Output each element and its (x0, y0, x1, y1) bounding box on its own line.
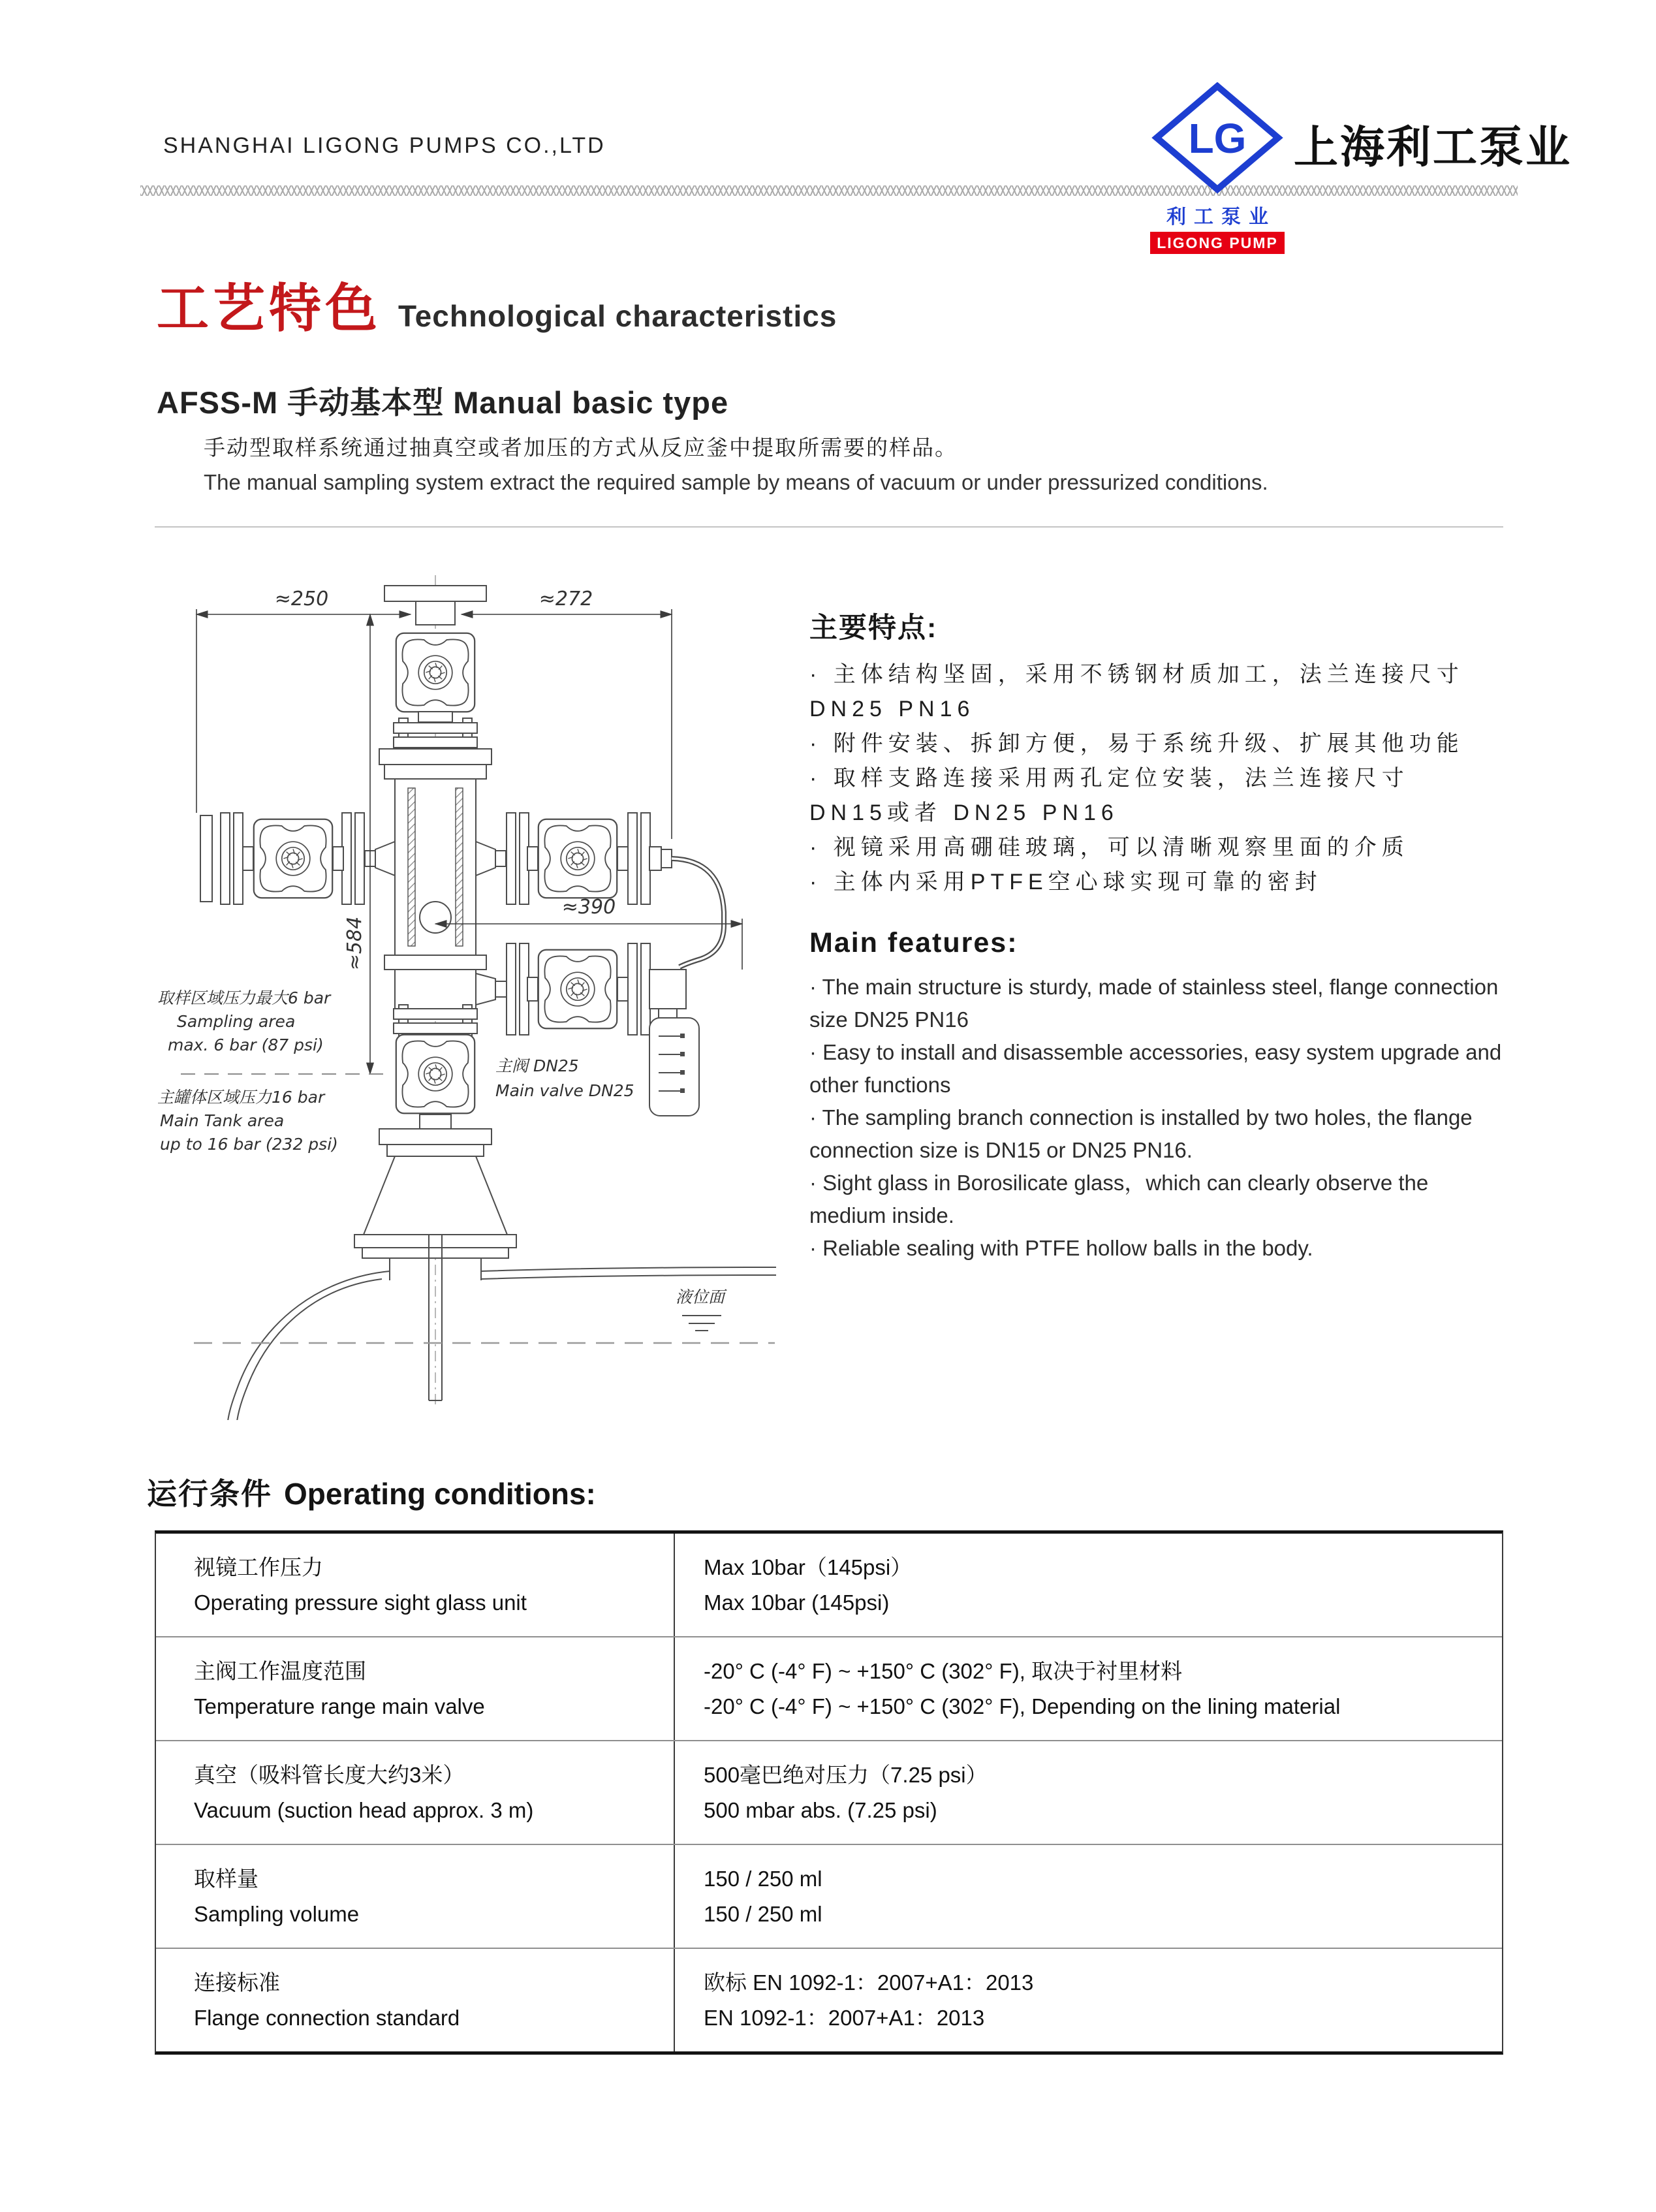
logo-monogram: LG (1188, 115, 1247, 162)
operating-heading-en: Operating conditions: (284, 1477, 596, 1511)
sample-bottle (649, 1009, 699, 1116)
value-cell (674, 1845, 1502, 1948)
horizontal-rule (155, 526, 1503, 528)
tank-area-cn: 主罐体区域压力16 bar (157, 1088, 325, 1107)
value-cell (674, 1741, 1502, 1844)
section-title-en: Technological characteristics (398, 299, 837, 333)
feature-item-en: · Easy to install and disassemble accessories, easy system upgrade and other functions (809, 1040, 1502, 1097)
model-description-cn: 手动型取样系统通过抽真空或者加压的方式从反应釜中提取所需要的样品。 (204, 435, 958, 460)
company-name: SHANGHAI LIGONG PUMPS CO.,LTD (163, 133, 606, 158)
sampling-area-en2: max. 6 bar (87 psi) (168, 1035, 324, 1054)
features-heading-cn: 主要特点: (809, 612, 938, 644)
value-cn: 欧标 EN 1092-1：2007+A1：2013 (704, 1970, 1034, 1995)
sampling-area-en1: Sampling area (177, 1012, 296, 1031)
right-branch-valve (476, 813, 672, 904)
value-en: 500 mbar abs. (7.25 psi) (704, 1797, 937, 1822)
value-cell (674, 1949, 1502, 2051)
param-cell (156, 1534, 674, 1636)
value-en: -20° C (-4° F) ~ +150° C (302° F), Depending on the lining material (704, 1694, 1341, 1718)
param-cell (156, 1637, 674, 1740)
left-branch-valve (200, 813, 395, 904)
dim-272-label: ≈272 (539, 588, 593, 610)
tank-area-en2: up to 16 bar (232 psi) (160, 1135, 338, 1154)
value-cell (674, 1534, 1502, 1636)
feature-item-en: · The main structure is sturdy, made of stainless steel, flange connection size DN25 PN16 (809, 975, 1499, 1032)
brand-name-cn: 上海利工泵业 (1294, 123, 1572, 172)
param-cn: 连接标准 (194, 1970, 280, 1995)
feature-item-en: · Reliable sealing with PTFE hollow balls in the body. (809, 1236, 1313, 1260)
param-cn: 真空（吸料管长度大约3米） (194, 1762, 465, 1787)
dim-390-label: ≈390 (561, 896, 616, 919)
value-cn: 150 / 250 ml (704, 1866, 822, 1891)
param-cn: 取样量 (194, 1866, 258, 1891)
features-heading-en: Main features: (809, 927, 1018, 958)
section-title (157, 266, 837, 341)
param-cell (156, 1845, 674, 1948)
param-cn: 主阀工作温度范围 (194, 1658, 366, 1683)
feature-item-cn: · 主体结构坚固，采用不锈钢材质加工，法兰连接尺寸DN25 PN16 (809, 662, 1464, 721)
dimension-272 (461, 588, 672, 839)
dim-250-label: ≈250 (274, 588, 329, 610)
sight-glass-column (384, 765, 486, 1009)
logo-name-cn: 利工泵业 (1166, 206, 1276, 228)
model-heading: AFSS-M 手动基本型 Manual basic type (157, 385, 729, 420)
logo-diamond-icon (1150, 82, 1285, 196)
feature-item-cn: · 附件安装、拆卸方便，易于系统升级、扩展其他功能 (809, 731, 1464, 756)
features-column (809, 606, 1511, 1265)
param-en: Vacuum (suction head approx. 3 m) (194, 1797, 534, 1822)
sampling-area-cn: 取样区域压力最大6 bar (157, 988, 331, 1007)
tank-area-note (157, 1088, 338, 1154)
param-en: Operating pressure sight glass unit (194, 1590, 527, 1615)
section-title-cn: 工艺特色 (157, 279, 381, 338)
table-row (156, 1948, 1502, 2051)
param-cell (156, 1949, 674, 2051)
model-description-en: The manual sampling system extract the required sample by means of vacuum or under pressurized conditions. (204, 470, 1268, 494)
main-valve-cn: 主阀 DN25 (495, 1056, 579, 1075)
value-en: 150 / 250 ml (704, 1901, 822, 1926)
tank-nozzle (354, 1156, 516, 1280)
param-cell (156, 1741, 674, 1844)
value-cn: 500毫巴绝对压力（7.25 psi） (704, 1762, 988, 1787)
operating-conditions-table (155, 1530, 1503, 2055)
main-valve-en: Main valve DN25 (495, 1081, 634, 1100)
table-row (156, 1534, 1502, 1636)
value-cn: -20° C (-4° F) ~ +150° C (302° F), 取决于衬里材料 (704, 1658, 1183, 1683)
flexible-hose (672, 859, 724, 967)
company-logo (1150, 82, 1285, 254)
liquid-level (194, 1288, 775, 1343)
table-row (156, 1844, 1502, 1948)
feature-item-en: · The sampling branch connection is installed by two holes, the flange connection size is DN15 or DN25 PN16. (809, 1105, 1473, 1162)
param-en: Temperature range main valve (194, 1694, 485, 1718)
dimension-250 (196, 588, 411, 813)
sampling-area-note (157, 988, 332, 1054)
top-valve (379, 586, 492, 765)
param-en: Flange connection standard (194, 2005, 460, 2030)
main-valve (379, 1005, 492, 1156)
operating-conditions-heading (147, 1470, 596, 1513)
logo-name-en: LIGONG PUMP (1150, 232, 1285, 254)
table-row (156, 1740, 1502, 1844)
value-cn: Max 10bar（145psi） (704, 1555, 913, 1579)
tank-area-en1: Main Tank area (160, 1111, 285, 1130)
main-valve-note (495, 1056, 634, 1100)
value-en: EN 1092-1：2007+A1：2013 (704, 2005, 985, 2030)
dim-584-label: ≈584 (343, 916, 366, 971)
technical-drawing (155, 552, 794, 1420)
chevron-divider (140, 185, 1518, 196)
feature-item-cn: · 视镜采用高硼硅玻璃，可以清晰观察里面的介质 (809, 835, 1409, 860)
feature-item-cn: · 主体内采用PTFE空心球实现可靠的密封 (809, 870, 1322, 894)
ptfe-ball (420, 902, 451, 933)
param-cn: 视镜工作压力 (194, 1555, 323, 1579)
feature-item-cn: · 取样支路连接采用两孔定位安装，法兰连接尺寸DN15或者 DN25 PN16 (809, 766, 1409, 825)
feature-item-en: · Sight glass in Borosilicate glass，which can clearly observe the medium inside. (809, 1171, 1429, 1227)
liquid-level-label: 液位面 (676, 1288, 725, 1306)
table-row (156, 1636, 1502, 1740)
value-cell (674, 1637, 1502, 1740)
operating-heading-cn: 运行条件 (147, 1477, 272, 1511)
value-en: Max 10bar (145psi) (704, 1590, 890, 1615)
param-en: Sampling volume (194, 1901, 360, 1926)
